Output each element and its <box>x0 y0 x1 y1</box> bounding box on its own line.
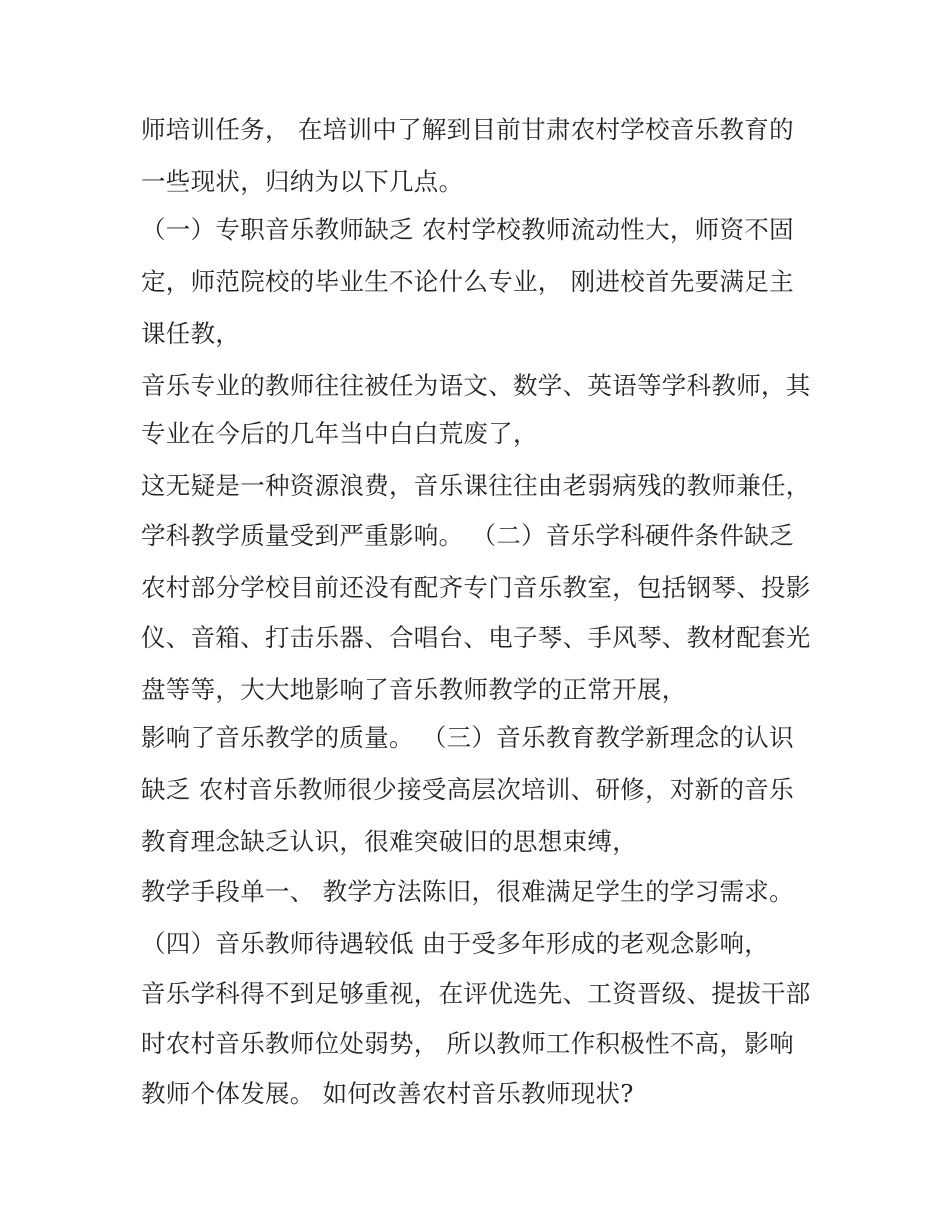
text-line: 这无疑是一种资源浪费，音乐课往往由老弱病残的教师兼任， <box>141 471 811 500</box>
text-line: 定，师范院校的毕业生不论什么专业， 刚进校首先要满足主 <box>141 267 794 296</box>
text-line: 一些现状，归纳为以下几点。 <box>141 167 464 196</box>
text-line: 教学手段单一、 教学方法陈旧，很难满足学生的学习需求。 <box>141 877 794 906</box>
text-line: 时农村音乐教师位处弱势， 所以教师工作积极性不高，影响 <box>141 1029 794 1058</box>
text-line: 盘等等，大大地影响了音乐教师教学的正常开展， <box>141 675 687 704</box>
text-line: 音乐学科得不到足够重视，在评优选先、工资晋级、提拔干部 <box>141 979 811 1008</box>
text-line: （四）音乐教师待遇较低 由于受多年形成的老观念影响， <box>141 929 770 958</box>
text-line: 师培训任务， 在培训中了解到目前甘肃农村学校音乐教育的 <box>141 115 794 144</box>
text-line: 教师个体发展。 如何改善农村音乐教师现状? <box>141 1079 634 1108</box>
text-line: 缺乏 农村音乐教师很少接受高层次培训、研修，对新的音乐 <box>141 775 794 804</box>
text-line: 农村部分学校目前还没有配齐专门音乐教室，包括钢琴、投影 <box>141 573 811 602</box>
text-line: 仪、音箱、打击乐器、合唱台、电子琴、手风琴、教材配套光 <box>141 623 811 652</box>
text-line: 教育理念缺乏认识，很难突破旧的思想束缚， <box>141 827 637 856</box>
text-line: （一）专职音乐教师缺乏 农村学校教师流动性大，师资不固 <box>141 215 794 244</box>
text-line: 影响了音乐教学的质量。 （三）音乐教育教学新理念的认识 <box>141 723 794 752</box>
text-line: 学科教学质量受到严重影响。 （二）音乐学科硬件条件缺乏 <box>141 521 794 550</box>
text-line: 音乐专业的教师往往被任为语文、数学、英语等学科教师，其 <box>141 371 811 400</box>
text-line: 课任教， <box>141 319 241 348</box>
text-line: 专业在今后的几年当中白白荒废了， <box>141 419 538 448</box>
